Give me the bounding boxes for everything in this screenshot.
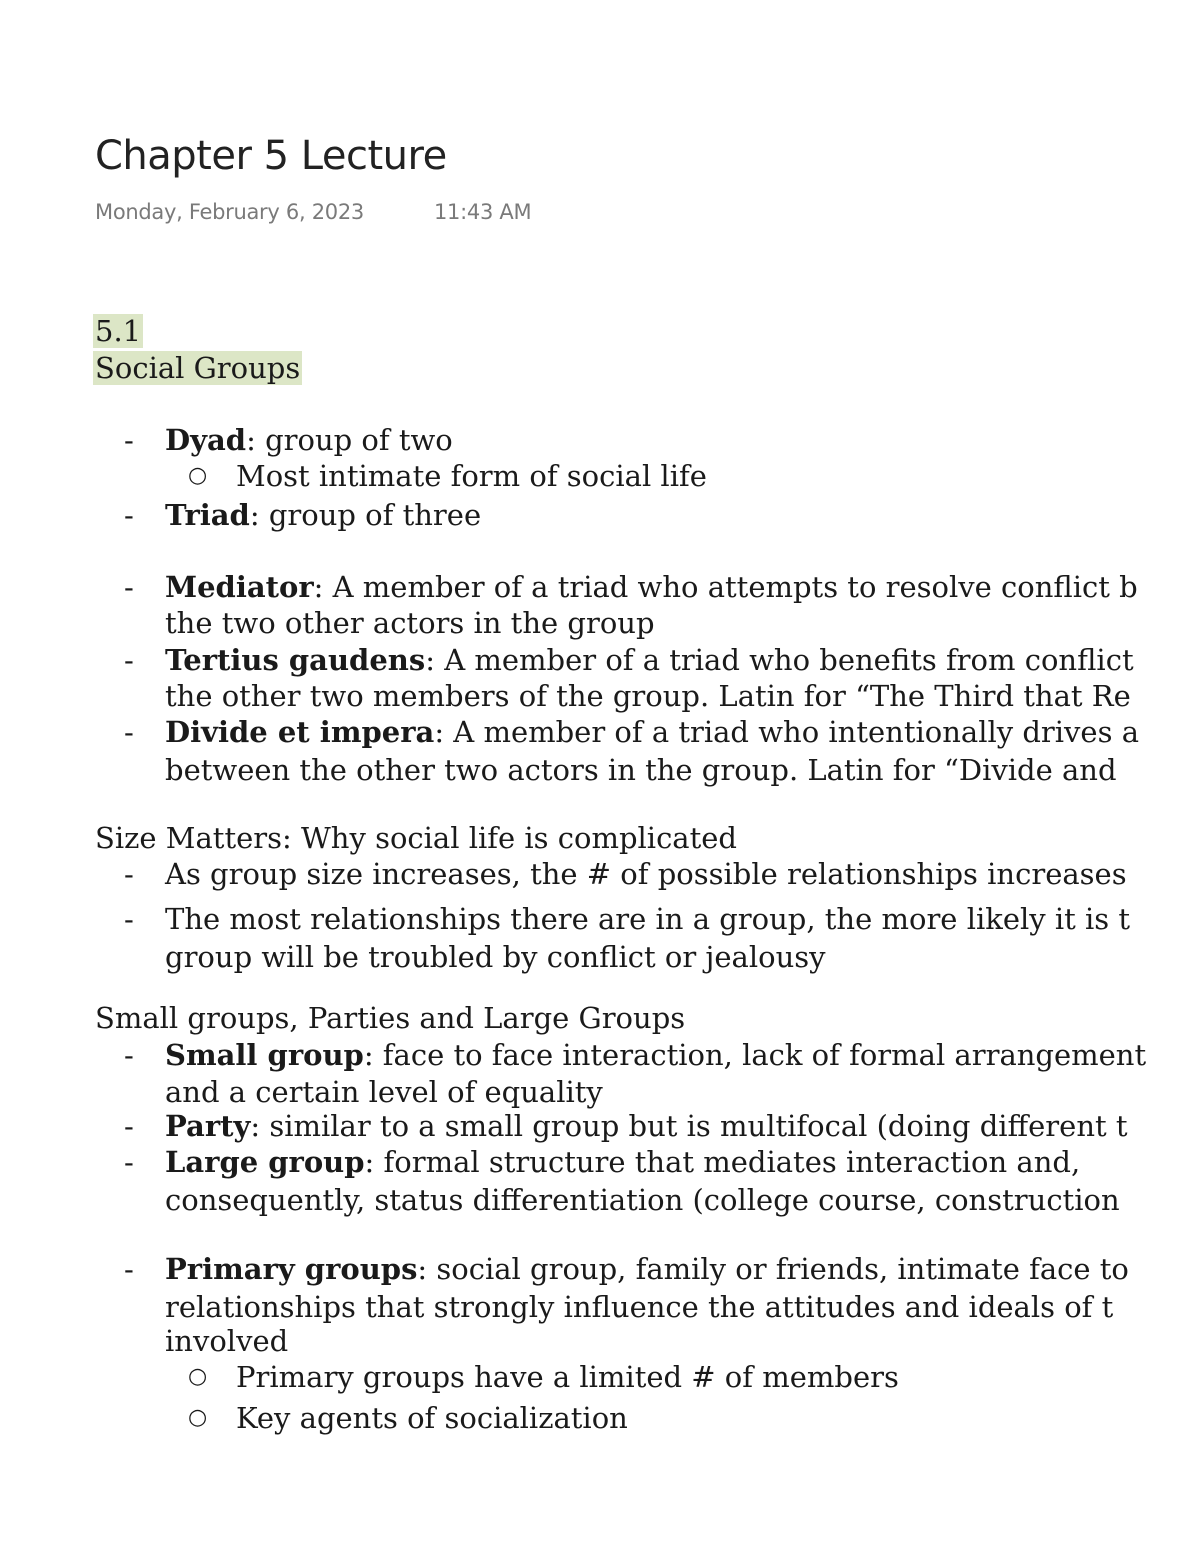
term-label: Large group [165, 1145, 365, 1179]
sub-bullet: ○ [188, 463, 208, 488]
list-bullet: - [124, 1252, 134, 1286]
list-item-primary-groups: Primary groups: social group, family or friends, intimate face to [165, 1252, 1129, 1286]
list-item: The most relationships there are in a group, the more likely it is t [165, 902, 1131, 936]
term-label: Mediator [165, 570, 314, 604]
list-item-mediator: Mediator: A member of a triad who attempts to resolve conflict b [165, 570, 1138, 604]
subsection-heading: Small groups, Parties and Large Groups [95, 1001, 686, 1035]
sub-item: Primary groups have a limited # of members [236, 1360, 899, 1394]
subsection-heading: Size Matters: Why social life is complicated [95, 821, 737, 855]
list-item-party: Party: similar to a small group but is multifocal (doing different t [165, 1109, 1128, 1143]
list-item-continuation: between the other two actors in the group. Latin for “Divide and [165, 753, 1117, 787]
list-item: As group size increases, the # of possible relationships increases [165, 857, 1127, 891]
page-title: Chapter 5 Lecture [95, 133, 447, 179]
sub-item-dyad: Most intimate form of social life [236, 459, 707, 493]
list-item-large-group: Large group: formal structure that mediates interaction and, [165, 1145, 1081, 1179]
list-item-dyad: Dyad: group of two [165, 423, 453, 457]
list-item-continuation: consequently, status differentiation (college course, construction [165, 1183, 1120, 1217]
page-date: Monday, February 6, 2023 [95, 200, 364, 224]
term-label: Dyad [165, 423, 247, 457]
term-label: Divide et impera [165, 715, 435, 749]
term-label: Primary groups [165, 1252, 418, 1286]
list-item-continuation: and a certain level of equality [165, 1075, 603, 1109]
list-item-continuation: relationships that strongly influence the attitudes and ideals of t [165, 1290, 1114, 1324]
term-label: Small group [165, 1038, 364, 1072]
list-bullet: - [124, 1109, 134, 1143]
list-bullet: - [124, 857, 134, 891]
list-bullet: - [124, 643, 134, 677]
term-label: Party [165, 1109, 251, 1143]
list-item-small-group: Small group: face to face interaction, lack of formal arrangement [165, 1038, 1147, 1072]
list-bullet: - [124, 498, 134, 532]
term-label: Tertius gaudens [165, 643, 426, 677]
list-bullet: - [124, 1145, 134, 1179]
list-item-continuation: group will be troubled by conflict or jealousy [165, 940, 826, 974]
list-bullet: - [124, 423, 134, 457]
list-bullet: - [124, 715, 134, 749]
list-bullet: - [124, 1038, 134, 1072]
list-item-continuation: involved [165, 1324, 289, 1358]
list-item-continuation: the other two members of the group. Latin for “The Third that Re [165, 679, 1131, 713]
term-label: Triad [165, 498, 250, 532]
list-bullet: - [124, 902, 134, 936]
page-time: 11:43 AM [434, 200, 532, 224]
list-item-divide-et-impera: Divide et impera: A member of a triad who intentionally drives a [165, 715, 1139, 749]
section-number: 5.1 [95, 314, 142, 348]
section-heading: Social Groups [95, 351, 301, 385]
list-item-continuation: the two other actors in the group [165, 606, 655, 640]
sub-item: Key agents of socialization [236, 1401, 628, 1435]
sub-bullet: ○ [188, 1405, 208, 1430]
sub-bullet: ○ [188, 1364, 208, 1389]
list-bullet: - [124, 570, 134, 604]
list-item-triad: Triad: group of three [165, 498, 482, 532]
list-item-tertius-gaudens: Tertius gaudens: A member of a triad who benefits from conflict [165, 643, 1134, 677]
